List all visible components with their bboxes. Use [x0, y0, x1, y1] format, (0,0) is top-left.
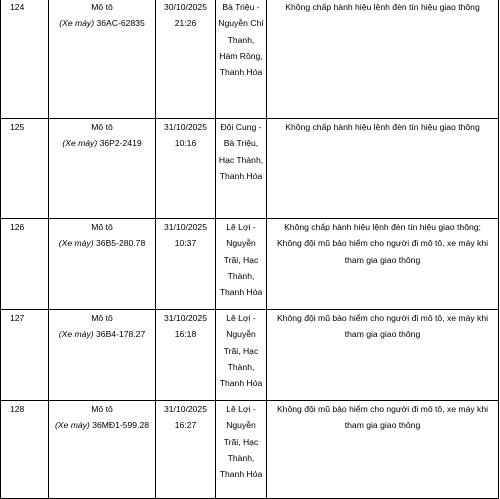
time-cell	[156, 119, 216, 219]
time-cell	[156, 219, 216, 310]
violation-time: 10:37	[174, 238, 197, 249]
violation-description: Không chấp hành hiệu lệnh đèn tín hiệu giao thông	[285, 122, 480, 132]
violation-description: Không đội mũ bảo hiểm cho người đi mô tô, xe máy khi tham gia giao thông	[276, 313, 489, 340]
violation-description: Không chấp hành hiệu lệnh đèn tín hiệu giao thông; Không đội mũ bảo hiểm cho người đi mô tô, xe máy khi tham gia giao thông	[276, 222, 489, 265]
time-cell	[156, 401, 216, 499]
violation-description: Không chấp hành hiệu lệnh đèn tín hiệu giao thông	[285, 2, 480, 12]
vehicle-type: Mô tô	[91, 313, 113, 323]
row-number: 124	[1, 0, 49, 119]
violation-cell	[267, 310, 499, 401]
violation-time: 16:18	[174, 329, 197, 340]
row-number: 128	[1, 401, 49, 499]
violation-date: 31/10/2025	[163, 404, 207, 414]
vehicle-cell	[49, 219, 156, 310]
place-cell	[216, 119, 267, 219]
row-number: 127	[1, 310, 49, 401]
vehicle-type: Mô tô	[91, 2, 113, 12]
table-row	[1, 219, 499, 310]
row-number: 125	[1, 119, 49, 219]
place-cell	[216, 219, 267, 310]
place-cell	[216, 310, 267, 401]
table-row	[1, 0, 499, 119]
vehicle-cell	[49, 0, 156, 119]
license-plate: 36MĐ1-599.28	[92, 420, 150, 431]
vehicle-category: (Xe máy)	[62, 138, 98, 149]
vehicle-plate-line	[49, 235, 155, 251]
vehicle-cell	[49, 119, 156, 219]
license-plate: 36AC-62835	[96, 18, 145, 29]
vehicle-plate-line	[49, 135, 155, 151]
vehicle-category: (Xe máy)	[54, 420, 90, 431]
vehicle-category: (Xe máy)	[58, 329, 94, 340]
violation-date: 31/10/2025	[163, 122, 207, 132]
vehicle-type: Mô tô	[91, 122, 113, 132]
license-plate: 36P2-2419	[99, 138, 142, 149]
vehicle-cell	[49, 310, 156, 401]
row-number: 126	[1, 219, 49, 310]
vehicle-type: Mô tô	[91, 404, 113, 414]
violation-date: 31/10/2025	[163, 222, 207, 232]
violation-cell	[267, 219, 499, 310]
time-cell	[156, 310, 216, 401]
table-row	[1, 119, 499, 219]
violation-place: Bà Triệu - Nguyễn Chí Thanh, Hàm Rồng, Thanh Hóa	[218, 2, 264, 78]
violation-place: Lê Lợi - Nguyễn Trãi, Hạc Thành, Thanh Hóa	[219, 222, 263, 298]
time-cell	[156, 0, 216, 119]
violation-time: 21:26	[174, 18, 197, 29]
violation-cell	[267, 401, 499, 499]
vehicle-cell	[49, 401, 156, 499]
license-plate: 36B4-178.27	[96, 329, 146, 340]
violation-place: Lê Lợi - Nguyễn Trãi, Hạc Thành, Thanh Hóa	[219, 404, 263, 480]
violation-description: Không đội mũ bảo hiểm cho người đi mô tô, xe máy khi tham gia giao thông	[276, 404, 489, 431]
violation-place: Đội Cung - Bà Triệu, Hạc Thành, Thanh Hóa	[218, 122, 264, 181]
place-cell	[216, 0, 267, 119]
vehicle-type: Mô tô	[91, 222, 113, 232]
vehicle-category: (Xe máy)	[58, 238, 94, 249]
violation-time: 16:27	[174, 420, 197, 431]
violation-time: 10:16	[174, 138, 197, 149]
violation-cell	[267, 0, 499, 119]
table-row	[1, 401, 499, 499]
vehicle-category: (Xe máy)	[59, 18, 95, 29]
table-row	[1, 310, 499, 401]
license-plate: 36B5-280.78	[96, 238, 146, 249]
violation-place: Lê Lợi - Nguyễn Trãi, Hạc Thành, Thanh Hóa	[219, 313, 263, 389]
violation-date: 30/10/2025	[163, 2, 207, 12]
vehicle-plate-line	[49, 326, 155, 342]
violation-date: 31/10/2025	[163, 313, 207, 323]
vehicle-plate-line	[49, 417, 155, 433]
place-cell	[216, 401, 267, 499]
violation-cell	[267, 119, 499, 219]
vehicle-plate-line	[49, 15, 155, 31]
